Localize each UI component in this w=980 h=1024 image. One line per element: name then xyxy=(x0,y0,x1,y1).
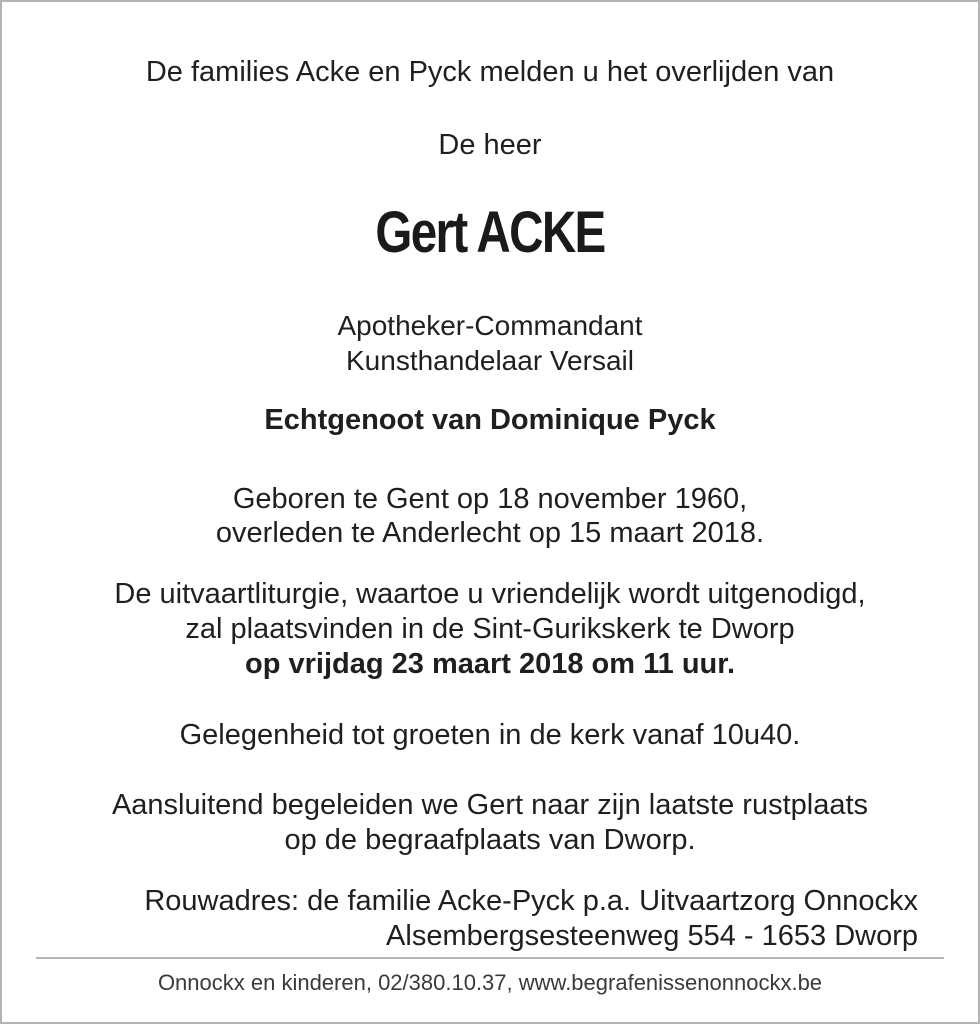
liturgy-date: op vrijdag 23 maart 2018 om 11 uur. xyxy=(245,648,735,680)
liturgy-line-1: De uitvaartliturgie, waartoe u vriendelijk wordt uitgenodigd, xyxy=(114,578,866,610)
death-line: overleden te Anderlecht op 15 maart 2018. xyxy=(215,517,765,549)
liturgy-line-2: zal plaatsvinden in de Sint-Gurikskerk te Dworp xyxy=(185,613,795,645)
greeting-line: Gelegenheid tot groeten in de kerk vanaf 10u40. xyxy=(179,719,801,751)
address-line-1: Rouwadres: de familie Acke-Pyck p.a. Uitvaartzorg Onnockx xyxy=(144,885,918,917)
burial-line-2: op de begraafplaats van Dworp. xyxy=(284,824,696,856)
profession-line-2: Kunsthandelaar Versail xyxy=(346,345,634,376)
address-line-2: Alsembergsesteenweg 554 - 1653 Dworp xyxy=(386,920,918,952)
profession-line-1: Apotheker-Commandant xyxy=(337,310,643,341)
deceased-name: Gert ACKE xyxy=(375,200,605,265)
spouse-line: Echtgenoot van Dominique Pyck xyxy=(264,404,716,436)
birth-line: Geboren te Gent op 18 november 1960, xyxy=(232,483,748,515)
divider-rule xyxy=(36,957,944,959)
burial-line-1: Aansluitend begeleiden we Gert naar zijn laatste rustplaats xyxy=(111,789,869,821)
intro-text: De families Acke en Pyck melden u het overlijden van xyxy=(145,56,835,88)
title-prefix: De heer xyxy=(438,129,542,161)
footer-text: Onnockx en kinderen, 02/380.10.37, www.begrafenissenonnockx.be xyxy=(157,970,823,995)
